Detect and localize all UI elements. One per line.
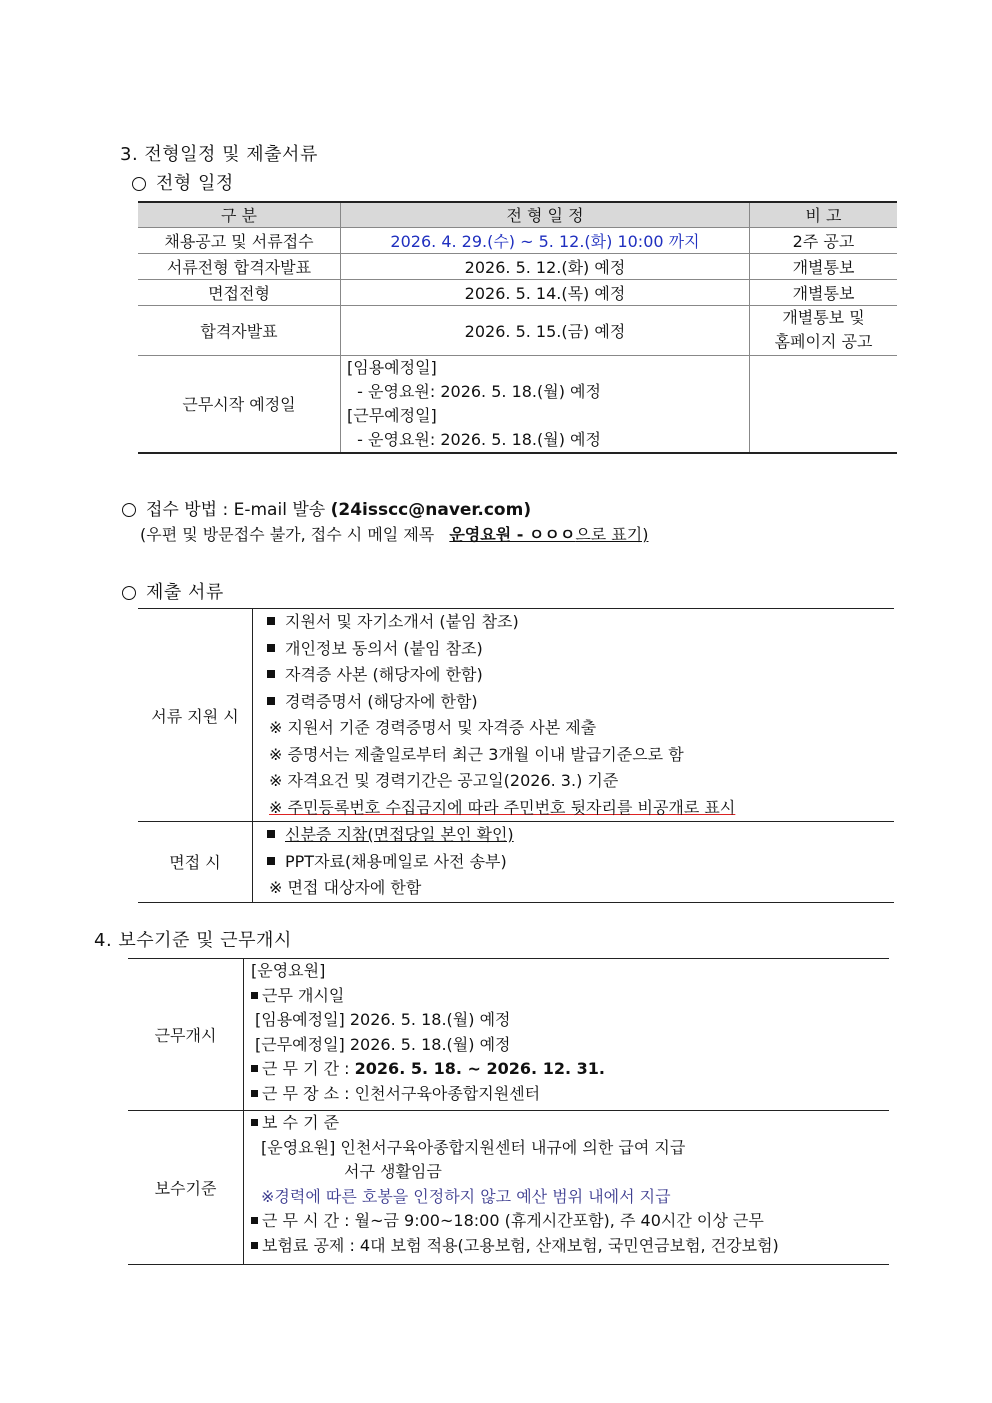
receipt-sub-prefix: (우편 및 방문접수 불가, 접수 시 메일 제목: [140, 525, 435, 544]
table-row: [138, 822, 894, 903]
square-bullet-icon: [251, 1065, 258, 1072]
row-category: 면접전형: [138, 279, 341, 305]
table-header-row: [138, 202, 897, 227]
header-category: 구 분: [138, 202, 341, 227]
detail-line: - 운영요원: 2026. 5. 18.(월) 예정: [347, 381, 601, 401]
note-line: ※ 자격요건 및 경력기간은 공고일(2026. 3.) 기준: [269, 771, 619, 790]
interview-content: [253, 822, 895, 903]
list-item: PPT자료(채용메일로 사전 송부): [267, 849, 894, 876]
detail-line: 근 무 시 간 : 월~금 9:00~18:00 (휴게시간포함), 주 40시간 이상 근무: [251, 1209, 889, 1234]
square-bullet-icon: [267, 644, 275, 652]
receipt-sub-suffix: 으로 표기): [575, 525, 649, 544]
receipt-subtext: [140, 522, 648, 545]
receipt-subject-format: 운영요원 - ㅇㅇㅇ: [449, 525, 576, 544]
list-item: 신분증 지참(면접당일 본인 확인): [267, 822, 894, 849]
square-bullet-icon: [267, 670, 275, 678]
section4-title: 4. 보수기준 및 근무개시: [94, 930, 292, 951]
header-note: 비 고: [750, 202, 898, 227]
list-item: 경력증명서 (해당자에 한함): [267, 689, 894, 716]
row-note: [750, 305, 898, 355]
detail-line: 보험료 공제 : 4대 보험 적용(고용보험, 산재보험, 국민연금보험, 건강보험): [251, 1234, 889, 1259]
note-line: ※ 지원서 기준 경력증명서 및 자격증 사본 제출: [269, 718, 597, 737]
square-bullet-icon: [251, 1242, 258, 1249]
square-bullet-icon: [267, 697, 275, 705]
detail-line: 서구 생활임금: [344, 1162, 442, 1181]
list-item: 지원서 및 자기소개서 (붙임 참조): [267, 609, 894, 636]
documents-table: [138, 608, 894, 903]
detail-line: [임용예정일] 2026. 5. 18.(월) 예정: [255, 1010, 511, 1029]
row-category: 서류전형 합격자발표: [138, 253, 341, 279]
work-start-label: 근무개시: [128, 959, 244, 1111]
row-category: 근무시작 예정일: [138, 355, 341, 453]
circle-bullet-icon: [122, 503, 136, 517]
row-note: 개별통보: [750, 279, 898, 305]
application-content: [253, 609, 895, 822]
list-item: 자격증 사본 (해당자에 한함): [267, 662, 894, 689]
square-bullet-icon: [267, 857, 275, 865]
detail-line: [근무예정일]: [347, 405, 437, 425]
list-item: 개인정보 동의서 (붙임 참조): [267, 636, 894, 663]
detail-line: [운영요원] 인천서구육아종합지원센터 내규에 의한 급여 지급: [261, 1137, 686, 1157]
row-schedule-detail: [341, 355, 750, 453]
table-row: [128, 959, 889, 1111]
detail-line: ※경력에 따른 호봉을 인정하지 않고 예산 범위 내에서 지급: [261, 1186, 671, 1206]
section3-title: 3. 전형일정 및 제출서류: [120, 144, 318, 165]
pay-table: [128, 958, 889, 1265]
row-schedule: 2026. 5. 14.(목) 예정: [341, 279, 750, 305]
table-row: [128, 1111, 889, 1265]
square-bullet-icon: [251, 1090, 258, 1097]
circle-bullet-icon: [122, 586, 136, 600]
table-row: [138, 305, 897, 355]
square-bullet-icon: [251, 992, 258, 999]
table-row: [138, 609, 894, 822]
detail-line: 근 무 기 간 : 2026. 5. 18. ~ 2026. 12. 31.: [251, 1057, 889, 1082]
square-bullet-icon: [267, 830, 275, 838]
detail-line: 보 수 기 준: [251, 1111, 889, 1136]
detail-line: 근무 개시일: [251, 984, 889, 1009]
receipt-email: (24isscc@naver.com): [330, 500, 532, 520]
row-schedule: 2026. 4. 29.(수) ~ 5. 12.(화) 10:00 까지: [341, 227, 750, 253]
header-schedule: 전 형 일 정: [341, 202, 750, 227]
receipt-method: [122, 495, 531, 520]
table-row: [138, 253, 897, 279]
table-row: [138, 355, 897, 453]
table-row: [138, 227, 897, 253]
row-category: 채용공고 및 서류접수: [138, 227, 341, 253]
pay-label: 보수기준: [128, 1111, 244, 1265]
table-row: [138, 279, 897, 305]
detail-line: [운영요원]: [251, 961, 326, 980]
interview-label: 면접 시: [138, 822, 253, 903]
detail-line: - 운영요원: 2026. 5. 18.(월) 예정: [347, 429, 601, 449]
note-line: 홈페이지 공고: [774, 332, 873, 351]
row-note: 개별통보: [750, 253, 898, 279]
detail-line: 근 무 장 소 : 인천서구육아종합지원센터: [251, 1082, 889, 1107]
row-schedule: 2026. 5. 12.(화) 예정: [341, 253, 750, 279]
row-note: 2주 공고: [750, 227, 898, 253]
note-line: ※ 증명서는 제출일로부터 최근 3개월 이내 발급기준으로 함: [269, 744, 684, 764]
row-category: 합격자발표: [138, 305, 341, 355]
work-start-content: [244, 959, 890, 1111]
note-line: 개별통보 및: [782, 308, 865, 327]
schedule-table: [138, 201, 897, 454]
note-line: ※ 면접 대상자에 한함: [269, 878, 422, 897]
pay-content: [244, 1111, 890, 1265]
detail-line: [근무예정일] 2026. 5. 18.(월) 예정: [255, 1034, 511, 1054]
row-note: [750, 355, 898, 453]
schedule-heading: 전형 일정: [132, 169, 234, 195]
documents-heading: 제출 서류: [122, 578, 224, 604]
square-bullet-icon: [251, 1119, 258, 1126]
square-bullet-icon: [251, 1217, 258, 1224]
detail-line: [임용예정일]: [347, 357, 437, 377]
circle-bullet-icon: [132, 177, 146, 191]
receipt-label: 접수 방법 : E-mail 발송: [146, 500, 326, 520]
row-schedule: 2026. 5. 15.(금) 예정: [341, 305, 750, 355]
application-label: 서류 지원 시: [138, 609, 253, 822]
square-bullet-icon: [267, 617, 275, 625]
note-line: ※ 주민등록번호 수집금지에 따라 주민번호 뒷자리를 비공개로 표시: [269, 797, 736, 817]
